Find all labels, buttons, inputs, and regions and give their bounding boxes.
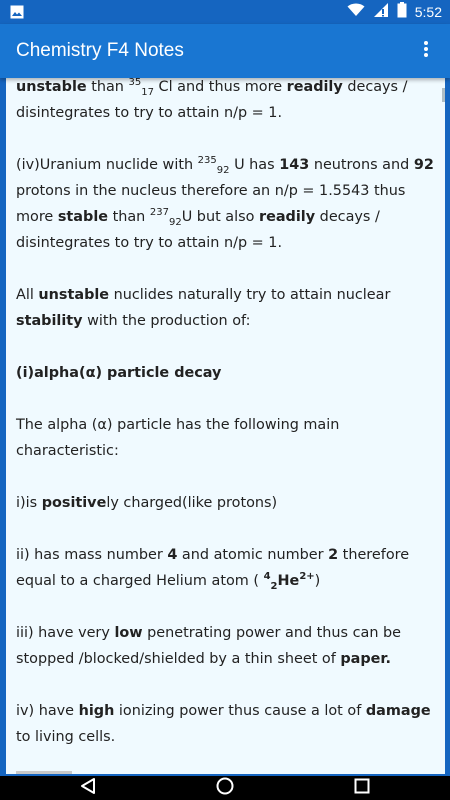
paragraph-2: (iv)Uranium nuclide with $^{235}_{92}$ U has 143 neutrons and 92 protons in the nucleus therefore an n/p = 1.5543 thus more stable than $^{237}_{92}$U but also readily decays / disintegrates to try to attain n/p = 1. (16, 155, 434, 251)
status-bar (0, 0, 450, 24)
app-bar (0, 24, 450, 78)
more-vert-icon (423, 40, 429, 63)
recents-icon (354, 778, 370, 799)
paragraph-1: unstable than $^{35}_{17}$ Cl and thus more readily decays / disintegrates to try to attain n/p = 1. (16, 78, 408, 121)
back-icon (80, 777, 96, 800)
section-heading-alpha-decay: (i)alpha(α) particle decay (16, 365, 222, 381)
overflow-menu-button[interactable] (410, 35, 442, 67)
content-frame (0, 78, 450, 776)
navigation-bar (0, 776, 450, 800)
scrollbar-thumb[interactable] (442, 88, 445, 102)
paragraph-5: The alpha (α) particle has the following main characteristic: (16, 417, 340, 459)
paragraph-8: iii) have very low penetrating power and thus can be stopped /blocked/shielded by a thin sheet of paper. (16, 625, 402, 667)
back-button[interactable] (78, 778, 98, 798)
image-notification-icon (10, 5, 24, 19)
paragraph-3: All unstable nuclides naturally try to attain nuclear stability with the production of: (16, 287, 391, 329)
status-time: 5:52 (414, 4, 442, 20)
divider (16, 771, 72, 774)
paragraph-6: i)is positively charged(like protons) (16, 495, 278, 511)
home-icon (216, 777, 234, 800)
article-body (16, 78, 436, 774)
notes-page[interactable] (6, 78, 445, 774)
battery-icon (397, 2, 407, 23)
paragraph-9: iv) have high ionizing power thus cause a lot of damage to living cells. (16, 703, 431, 745)
wifi-icon (347, 3, 365, 22)
app-title: Chemistry F4 Notes (16, 40, 184, 61)
signal-no-data-icon (373, 2, 389, 23)
home-button[interactable] (215, 778, 235, 798)
recents-button[interactable] (352, 778, 372, 798)
paragraph-7: ii) has mass number 4 and atomic number 2 therefore equal to a charged Helium atom ( $^4_2He^{2+}$) (16, 547, 410, 592)
